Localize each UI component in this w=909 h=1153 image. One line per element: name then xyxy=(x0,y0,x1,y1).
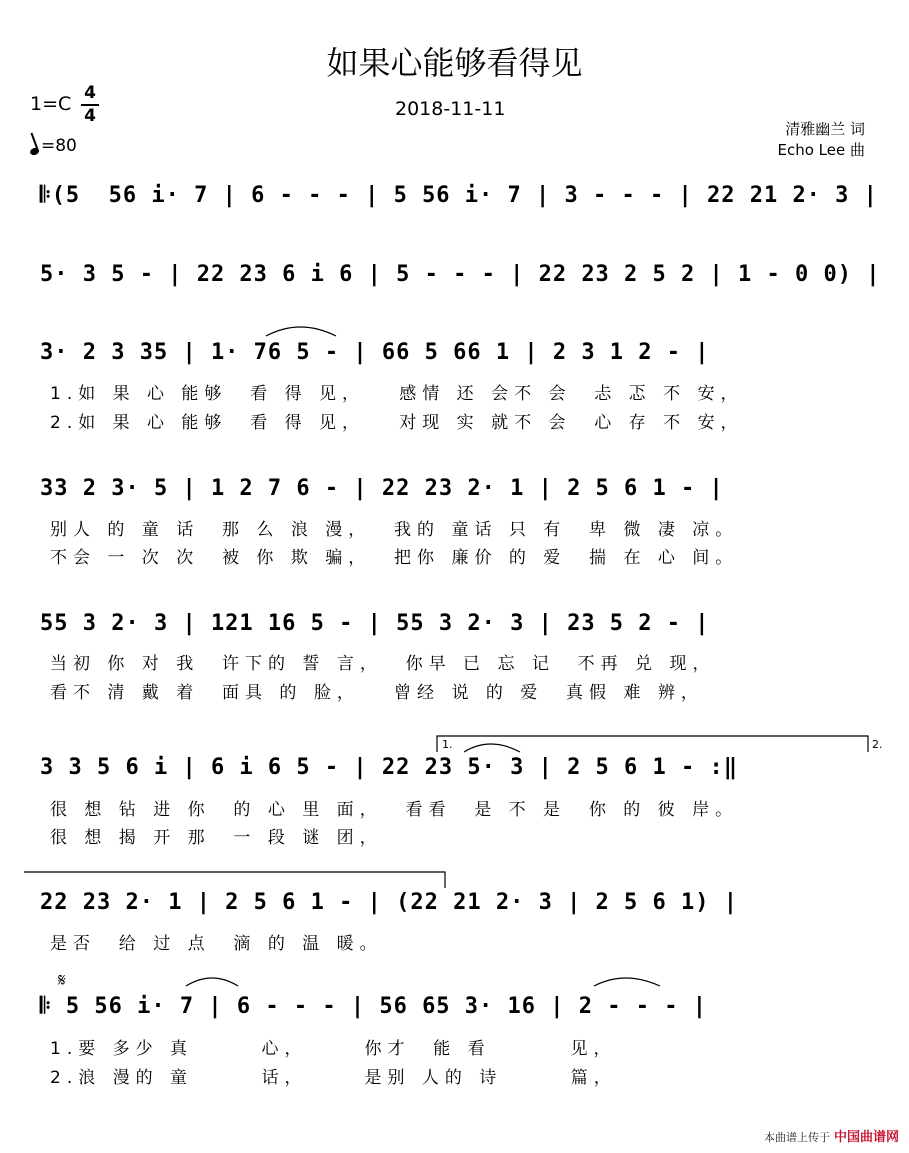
composer: Echo Lee 曲 xyxy=(777,141,865,159)
notation-line-1 xyxy=(40,183,878,208)
quarter-note-icon xyxy=(29,147,40,157)
volta-second: 2. xyxy=(872,738,883,751)
notation-line-2 xyxy=(40,262,881,287)
notes: 5· 3 5 - | 22 23 6 i 6 | 5 - - - | 22 23 2 5 2 | 1 - 0 0) | xyxy=(40,262,881,287)
tempo-value: =80 xyxy=(41,136,77,156)
notes: 3 3 5 6 i | 6 i 6 5 - | 22 23 5· 3 | 2 5 6 1 - :‖ xyxy=(40,755,739,780)
notes: 𝄆(5 56 i· 7 | 6 - - - | 5 56 i· 7 | 3 - - - | 22 21 2· 3 | xyxy=(40,183,878,208)
lyric-3-v2: 2.如 果 心 能够 看 得 见， 对现 实 就不 会 心 存 不 安， xyxy=(50,413,744,433)
notation-line-6 xyxy=(40,755,875,780)
tempo xyxy=(30,136,77,156)
time-bottom: 4 xyxy=(84,106,96,126)
notation-line-5 xyxy=(40,611,875,636)
notes: 22 23 2· 1 | 2 5 6 1 - | (22 21 2· 3 | 2 5 6 1) | xyxy=(40,890,739,915)
slur xyxy=(464,744,520,752)
notation-line-4 xyxy=(40,476,875,501)
notes: 33 2 3· 5 | 1 2 7 6 - | 22 23 2· 1 | 2 5 6 1 - | xyxy=(40,476,724,501)
lyric-8-v1: 1.要 多少 真 心， 你才 能 看 见， xyxy=(50,1039,617,1059)
slur xyxy=(186,978,238,986)
lyricist: 清雅幽兰 词 xyxy=(785,120,865,138)
notes: 3· 2 3 35 | 1· 76 5 - | 66 5 66 1 | 2 3 1 2 - | xyxy=(40,340,710,365)
site-logo[interactable]: 中国曲谱网 xyxy=(833,1130,899,1145)
slur xyxy=(266,327,336,336)
footer xyxy=(764,1126,899,1145)
key-signature: 1=C xyxy=(30,93,72,115)
notation-line-8 xyxy=(40,994,875,1019)
lyric-5-v1: 当初 你 对 我 许下的 誓 言， 你早 已 忘 记 不再 兑 现， xyxy=(50,654,716,674)
lyric-3-v1: 1.如 果 心 能够 看 得 见， 感情 还 会不 会 忐 忑 不 安， xyxy=(50,384,744,404)
notation-line-7 xyxy=(40,890,875,915)
volta-first: 1. xyxy=(442,738,453,751)
notes: 𝄆 5 56 i· 7 | 6 - - - | 56 65 3· 16 | 2 - - - | xyxy=(40,994,707,1019)
lyric-7-v1: 是否 给 过 点 滴 的 温 暖。 xyxy=(50,934,383,954)
lyric-4-v1: 别人 的 童 话 那 么 浪 漫， 我的 童话 只 有 卑 微 凄 凉。 xyxy=(50,520,739,540)
date: 2018-11-11 xyxy=(395,98,506,120)
lyric-8-v2: 2.浪 漫的 童 话， 是别 人的 诗 篇， xyxy=(50,1068,617,1088)
notes: 55 3 2· 3 | 121 16 5 - | 55 3 2· 3 | 23 5 2 - | xyxy=(40,611,710,636)
volta-bracket-2 xyxy=(24,872,445,888)
notation-line-3 xyxy=(40,340,875,365)
segno-icon: 𝄋 xyxy=(58,970,66,991)
lyric-5-v2: 看不 清 戴 着 面具 的 脸， 曾经 说 的 爱 真假 难 辨， xyxy=(50,683,704,703)
song-title: 如果心能够看得见 xyxy=(326,44,583,82)
footer-text: 本曲谱上传于 xyxy=(763,1131,830,1144)
lyric-4-v2: 不会 一 次 次 被 你 欺 骗， 把你 廉价 的 爱 揣 在 心 间。 xyxy=(50,548,739,568)
lyric-6-v1: 很 想 钻 进 你 的 心 里 面， 看看 是 不 是 你 的 彼 岸。 xyxy=(50,800,739,820)
time-signature xyxy=(80,84,100,126)
slur xyxy=(594,978,660,986)
volta-bracket-1 xyxy=(437,736,868,752)
lyric-6-v2: 很 想 揭 开 那 一 段 谜 团， xyxy=(50,828,383,848)
time-top: 4 xyxy=(84,83,96,103)
